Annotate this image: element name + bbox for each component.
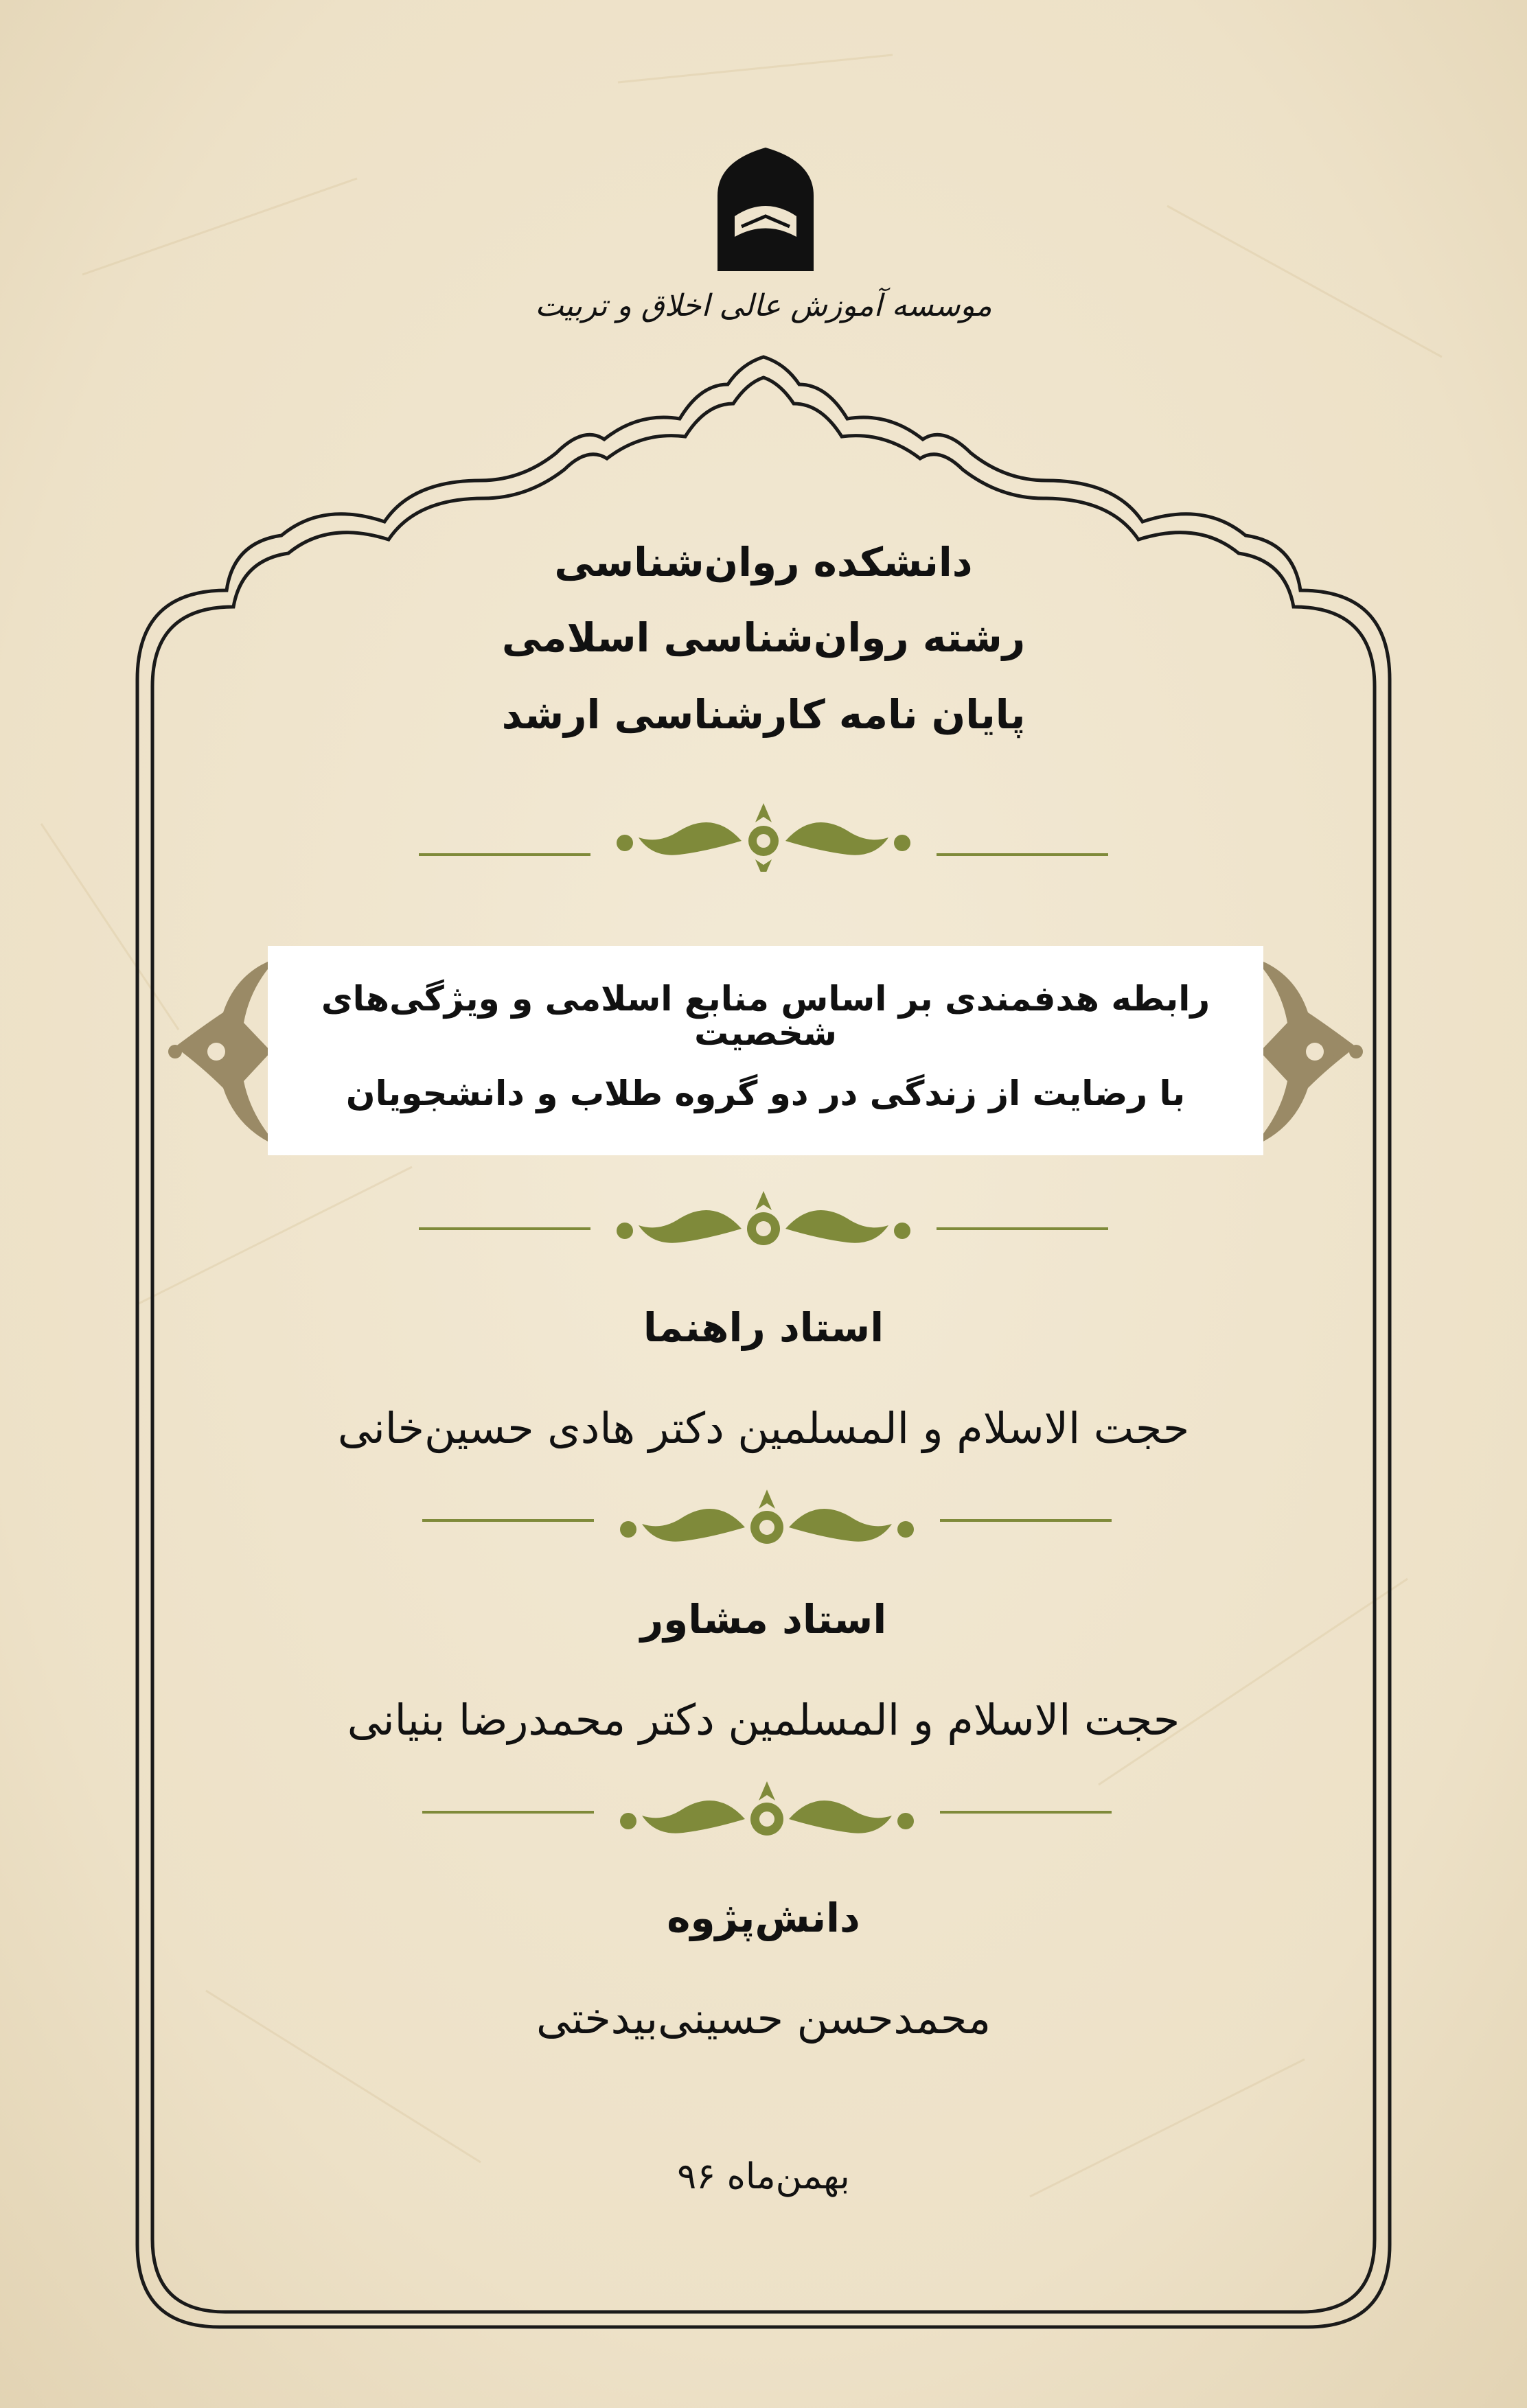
degree-name: پایان نامه کارشناسی ارشد bbox=[501, 691, 1026, 738]
thesis-title-line1: رابطه هدفمندی بر اساس منابع اسلامی و ویژگی‌های شخصیت bbox=[321, 979, 1210, 1053]
supervisor-name: حجت الاسلام و المسلمین دکتر هادی حسین‌خانی bbox=[337, 1403, 1190, 1453]
field-name: رشته روان‌شناسی اسلامی bbox=[501, 614, 1026, 661]
ornament-divider-2 bbox=[419, 1164, 1108, 1253]
thesis-title-line2: با رضایت از زندگی در دو گروه طلاب و دانشجویان bbox=[345, 1074, 1186, 1113]
institute-logo-icon bbox=[704, 141, 827, 278]
ornament-divider-1 bbox=[419, 789, 1108, 872]
institute-logo-text: موسسه آموزش عالی اخلاق و تربیت bbox=[535, 288, 992, 323]
advisor-label: استاد مشاور bbox=[640, 1596, 887, 1643]
ornament-flourish-icon bbox=[617, 1191, 910, 1245]
researcher-name: محمدحسن حسینی‌بیدختی bbox=[536, 1993, 991, 2044]
ornament-divider-3 bbox=[422, 1462, 1112, 1551]
title-right-ornament-icon bbox=[1253, 944, 1370, 1160]
thesis-title-box bbox=[268, 946, 1263, 1155]
researcher-label: دانش‌پژوه bbox=[667, 1895, 860, 1941]
faculty-name: دانشکده روان‌شناسی bbox=[554, 539, 973, 586]
supervisor-label: استاد راهنما bbox=[643, 1304, 884, 1351]
ornament-divider-4 bbox=[422, 1754, 1112, 1843]
date-text: بهمن‌ماه ۹۶ bbox=[677, 2156, 850, 2197]
ornament-flourish-icon bbox=[620, 1781, 914, 1836]
advisor-name: حجت الاسلام و المسلمین دکتر محمدرضا بنیانی bbox=[347, 1695, 1180, 1745]
title-left-ornament-icon bbox=[161, 944, 278, 1160]
ornament-flourish-icon bbox=[620, 1490, 914, 1544]
